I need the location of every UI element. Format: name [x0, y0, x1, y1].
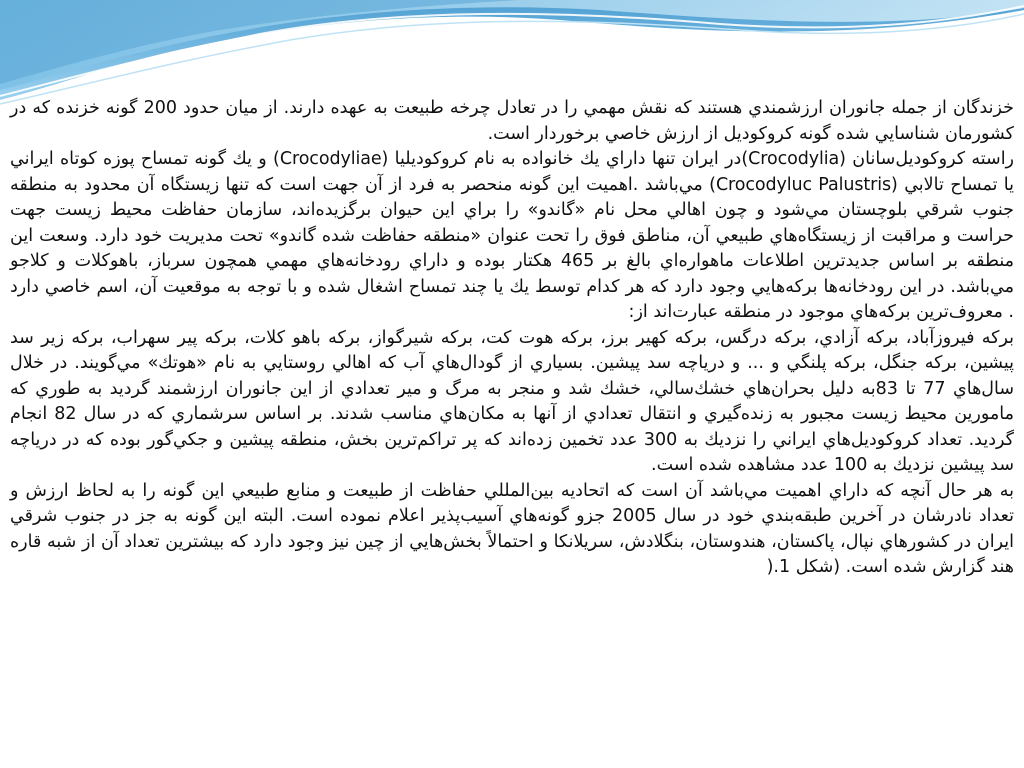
- header-wave-decoration: [0, 0, 1024, 110]
- paragraph-intro: خزندگان از جمله جانوران ارزشمندي هستند كه نقش مهمي را در تعادل چرخه طبيعت به عهده دارند. از ميان حدود 200 گونه خزنده كه در كشورمان شناسايي شده گونه كروكوديل از ارزش خاصي برخوردار است.: [10, 98, 1014, 144]
- slide-body-text: [10, 96, 1014, 581]
- paragraph-ponds: بركه فيروزآباد، بركه آزادي، بركه درگس، بركه كهير برز، بركه هوت كت، بركه شيرگواز، بركه باهو كلات، بركه پير سهراب، بركه زير سد پيشين، بركه جنگل، بركه پلنگي و ... و درياچه سد پيشين. بسياري از گودال‌هاي آب كه اهالي روستايي به نام «هوتك» مي‌گويند. در خلال سال‌هاي 77 تا 83به دليل بحران‌هاي خشك‌سالي، خشك شد و منجر به مرگ و مير تعدادي از اين جانوران ارزشمند گرديد به طوري كه مامورين محيط زيست مجبور به زنده‌گيري و انتقال تعدادي از آنها به مكان‌هاي مناسب شدند. بر اساس سرشماري كه در سال 82 انجام گرديد. تعداد كروكوديل‌هاي ايراني را نزديك به 300 عدد تخمين زده‌اند كه پر تراكم‌ترين بخش، منطقه پيشين و جكي‌گور بوده كه در درياچه سد پيشين نزديك به 100 عدد مشاهده شده است.: [10, 327, 1015, 475]
- paragraph-crocodylia: راسته كروكوديل‌سانان (Crocodylia)در ايران تنها داراي يك خانواده به نام كروكوديليا (Crocodyliae) و يك گونه تمساح پوزه كوتاه ايراني يا تمساح تالابي (Crocodyluc Palustris) مي‌باشد .اهميت اين گونه منحصر به فرد از آن جهت است كه تنها زيستگاه آن محدود به منطقه جنوب شرقي بلوچستان مي‌شود و چون اهالي محل نام «گاندو» را براي اين حيوان برگزيده‌اند، سازمان حفاظت محيط زيست جهت حراست و مراقبت از زيستگاه‌هاي طبيعي آن، مناطق فوق را تحت عنوان «منطقه حفاظت شده گاندو» تحت مديريت خود دارد. وسعت اين منطقه بر اساس جديدترين اطلاعات ماهواره‌اي بالغ بر 465 هكتار بوده و داراي رودخانه‌هاي مهمي همچون سرباز، باهوكلات و كلاجو مي‌باشد. در اين رودخانه‌ها بركه‌هايي وجود دارد كه هر كدام توسط يك يا چند تمساح اشغال شده و با توجه به موقعيت آن، اسم خاصي دارد . معروف‌ترين بركه‌هاي موجود در منطقه عبارت‌اند از:: [10, 149, 1015, 322]
- paragraph-iucn: به هر حال آنچه كه داراي اهميت مي‌باشد آن است كه اتحاديه بين‌المللي حفاظت از طبيعت و منابع طبيعي اين گونه را به لحاظ ارزش و تعداد نادرشان در آخرين طبقه‌بندي خود در سال 2005 جزو گونه‌هاي آسيب‌پذير اعلام نموده است. البته اين گونه به جز در جنوب شرقي ايران در كشورهاي نپال، پاكستان، هندوستان، بنگلادش، سريلانكا و احتمالاً بخش‌هايي از چين نيز وجود دارد كه بيشترين تعداد آن از شبه قاره هند گزارش شده است. (شكل 1.(: [10, 480, 1014, 577]
